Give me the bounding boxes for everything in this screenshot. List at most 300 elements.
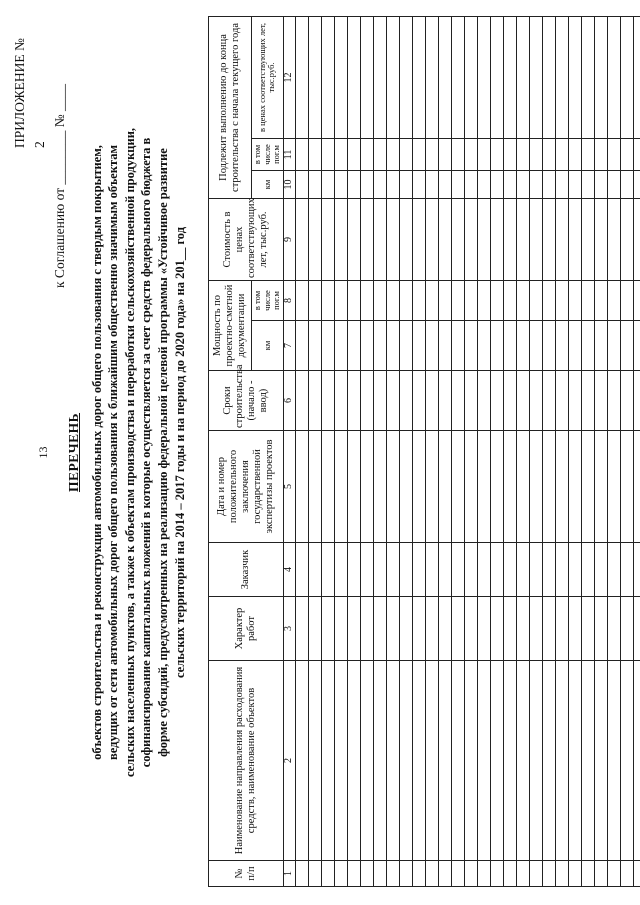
appendix-title: ПРИЛОЖЕНИЕ № 2 [12,38,47,148]
table-cell [386,138,399,170]
table-cell [620,138,633,170]
table-cell [464,661,477,861]
table-cell [607,198,620,280]
subheader-remaining-km: км [252,170,284,198]
table-cell [607,16,620,138]
table-cell [308,431,321,543]
table-cell [516,861,529,887]
header-work: Характер работ [209,597,284,661]
table-cell [438,597,451,661]
table-cell [620,16,633,138]
table-cell [334,431,347,543]
table-cell [581,861,594,887]
table-cell [438,138,451,170]
table-cell [438,371,451,431]
table-row [360,16,373,886]
table-cell [542,321,555,371]
header-terms: Сроки строительства (начало - ввод) [209,371,284,431]
table-cell [555,138,568,170]
table-cell [607,431,620,543]
table-cell [373,321,386,371]
table-cell [295,371,308,431]
table-cell [412,861,425,887]
table-cell [334,280,347,320]
table-cell [295,661,308,861]
table-cell [347,597,360,661]
table-cell [542,431,555,543]
table-cell [399,431,412,543]
table-cell [568,431,581,543]
table-cell [438,661,451,861]
table-cell [516,321,529,371]
table-cell [568,170,581,198]
table-cell [295,861,308,887]
table-cell [321,198,334,280]
title-line: софинансирование капитальных вложений в которые осуществляется за счет средств федерального бюджета в [139,137,154,768]
table-cell [594,138,607,170]
table-cell [308,170,321,198]
table-cell [295,170,308,198]
table-cell [542,597,555,661]
table-cell [633,431,640,543]
table-cell [529,280,542,320]
table-row [386,16,399,886]
table-cell [373,16,386,138]
title-line: форме субсидий, предусмотренных на реализацию федеральной целевой программы «Устойчивое развитие [155,148,170,757]
table-cell [542,861,555,887]
table-cell [516,138,529,170]
table-cell [386,170,399,198]
table-cell [451,371,464,431]
table-cell [295,16,308,138]
table-cell [295,543,308,597]
table-cell [633,861,640,887]
column-number: 10 [283,170,295,198]
subheader-capacity-km: км [252,321,284,371]
table-cell [620,280,633,320]
table-cell [594,661,607,861]
table-cell [399,170,412,198]
table-cell [425,371,438,431]
table-cell [620,861,633,887]
table-cell [321,661,334,861]
table-cell [399,597,412,661]
table-cell [464,597,477,661]
table-cell [568,661,581,861]
table-cell [542,280,555,320]
table-cell [555,16,568,138]
table-cell [542,371,555,431]
table-cell [555,661,568,861]
table-cell [607,861,620,887]
table-cell [308,280,321,320]
table-cell [516,431,529,543]
table-cell [399,371,412,431]
table-cell [412,138,425,170]
table-cell [451,431,464,543]
table-cell [594,280,607,320]
table-cell [503,198,516,280]
document-title: ПЕРЕЧЕНЬ [66,412,81,493]
table-row [607,16,620,886]
table-row [490,16,503,886]
table-cell [451,543,464,597]
table-cell [334,861,347,887]
table-cell [360,16,373,138]
table-row [334,16,347,886]
table-row [464,16,477,886]
table-row [594,16,607,886]
table-cell [386,321,399,371]
table-cell [334,170,347,198]
table-cell [386,371,399,431]
table-cell [386,198,399,280]
table-row [620,16,633,886]
table-cell [555,431,568,543]
table-cell [360,138,373,170]
table-row [438,16,451,886]
table-cell [451,321,464,371]
table-cell [529,16,542,138]
table-cell [529,138,542,170]
table-row [321,16,334,886]
table-cell [633,16,640,138]
appendix-block [10,28,70,288]
table-cell [295,597,308,661]
table-cell [308,597,321,661]
table-row [633,16,640,886]
table-cell [386,661,399,861]
table-cell [347,138,360,170]
table-cell [529,861,542,887]
table-cell [295,321,308,371]
table-cell [581,321,594,371]
table-cell [620,543,633,597]
table-row [412,16,425,886]
table-cell [490,861,503,887]
table-cell [386,16,399,138]
table-cell [633,371,640,431]
table-cell [490,597,503,661]
table-cell [529,661,542,861]
title-line: сельских территорий на 2014 – 2017 годы и на период до 2020 года» на 201__ год [172,226,187,679]
table-cell [555,371,568,431]
table-cell [490,371,503,431]
objects-table [208,16,640,887]
table-cell [373,138,386,170]
table-cell [334,597,347,661]
table-row [373,16,386,886]
table-cell [295,280,308,320]
table-cell [360,431,373,543]
table-cell [477,198,490,280]
table-cell [373,280,386,320]
table-cell [438,170,451,198]
table-cell [477,543,490,597]
table-cell [321,543,334,597]
table-cell [438,431,451,543]
table-cell [516,198,529,280]
table-cell [477,170,490,198]
table-cell [360,543,373,597]
table-cell [607,321,620,371]
table-row [347,16,360,886]
table-cell [373,170,386,198]
table-cell [412,170,425,198]
table-cell [451,138,464,170]
table-cell [321,16,334,138]
table-cell [607,280,620,320]
table-cell [412,661,425,861]
table-cell [529,198,542,280]
table-cell [399,198,412,280]
table-cell [425,170,438,198]
table-cell [568,138,581,170]
table-cell [555,321,568,371]
column-number: 7 [283,321,295,371]
table-cell [425,431,438,543]
table-cell [451,597,464,661]
table-cell [594,861,607,887]
table-cell [594,170,607,198]
table-cell [529,597,542,661]
table-cell [425,543,438,597]
table-cell [347,16,360,138]
table-cell [438,861,451,887]
table-cell [503,597,516,661]
table-cell [321,280,334,320]
column-number: 3 [283,597,295,661]
table-cell [503,661,516,861]
table-cell [594,321,607,371]
table-cell [399,138,412,170]
table-cell [568,543,581,597]
table-cell [555,170,568,198]
table-cell [620,661,633,861]
table-cell [607,661,620,861]
table-cell [503,170,516,198]
table-cell [425,661,438,861]
table-cell [373,198,386,280]
table-cell [542,661,555,861]
column-number: 9 [283,198,295,280]
table-cell [581,543,594,597]
table-cell [568,371,581,431]
table-cell [620,371,633,431]
table-cell [503,16,516,138]
table-cell [503,543,516,597]
table-cell [490,543,503,597]
table-cell [516,597,529,661]
table-row [451,16,464,886]
table-cell [620,597,633,661]
table-cell [620,431,633,543]
table-cell [464,138,477,170]
table-cell [399,861,412,887]
table-cell [347,170,360,198]
table-cell [490,280,503,320]
table-cell [334,138,347,170]
header-capacity: Мощность по проектно-сметной документации [209,280,252,370]
table-cell [516,543,529,597]
table-cell [347,861,360,887]
header-cost: Стоимость в ценах соответствующих лет, тыс.руб. [209,198,284,280]
table-cell [425,321,438,371]
table-cell [360,661,373,861]
header-customer: Заказчик [209,543,284,597]
table-cell [438,198,451,280]
table-cell [321,861,334,887]
table-cell [490,321,503,371]
table-cell [464,198,477,280]
column-number: 8 [283,280,295,320]
table-row [568,16,581,886]
table-cell [360,321,373,371]
table-row [581,16,594,886]
table-cell [542,543,555,597]
table-cell [568,321,581,371]
table-cell [451,861,464,887]
table-cell [477,280,490,320]
table-cell [308,371,321,431]
table-cell [451,280,464,320]
table-row [503,16,516,886]
table-cell [555,861,568,887]
title-block [66,60,188,845]
header-name: Наименование направления расходования средств, наименование объектов [209,661,284,861]
header-remaining: Подлежит выполнению до конца строительства с начала текущего года [209,16,252,198]
table-cell [529,431,542,543]
table-cell [516,16,529,138]
table-cell [373,543,386,597]
table-cell [581,280,594,320]
table-cell [425,280,438,320]
table-cell [386,431,399,543]
table-cell [321,597,334,661]
table-cell [529,543,542,597]
table-cell [581,138,594,170]
table-cell [503,321,516,371]
table-cell [360,280,373,320]
table-row [477,16,490,886]
table-cell [438,543,451,597]
column-number: 4 [283,543,295,597]
table-cell [633,138,640,170]
table-cell [568,198,581,280]
table-row [295,16,308,886]
table-cell [360,198,373,280]
table-cell [464,321,477,371]
table-cell [503,371,516,431]
table-cell [308,861,321,887]
table-cell [308,16,321,138]
table-cell [542,170,555,198]
table-cell [477,431,490,543]
table-cell [503,138,516,170]
table-cell [477,861,490,887]
header-num: № п/п [209,861,284,887]
table-cell [373,861,386,887]
table-cell [477,16,490,138]
table-cell [633,543,640,597]
table-cell [464,16,477,138]
table-cell [412,597,425,661]
table-cell [516,371,529,431]
table-cell [308,321,321,371]
table-cell [633,170,640,198]
table-cell [373,371,386,431]
table-cell [620,170,633,198]
table-cell [412,198,425,280]
title-line: ведущих от сети автомобильных дорог общего пользования к ближайшим общественно значимым объектам [106,145,121,760]
table-cell [464,543,477,597]
column-number: 11 [283,138,295,170]
table-row [529,16,542,886]
table-cell [542,138,555,170]
table-cell [334,198,347,280]
table-cell [607,371,620,431]
subheader-capacity-pm: в том числе пог.м [252,280,284,320]
table-cell [412,371,425,431]
table-cell [594,16,607,138]
table-cell [412,431,425,543]
table-cell [516,170,529,198]
table-cell [568,597,581,661]
table-cell [555,280,568,320]
table-cell [542,16,555,138]
table-cell [425,138,438,170]
table-cell [477,371,490,431]
table-cell [594,371,607,431]
table-cell [321,170,334,198]
table-cell [529,371,542,431]
column-number: 6 [283,371,295,431]
table-cell [321,371,334,431]
table-cell [581,371,594,431]
table-cell [308,543,321,597]
table-row [425,16,438,886]
table-cell [347,198,360,280]
table-cell [347,280,360,320]
table-cell [360,371,373,431]
table-row [542,16,555,886]
table-cell [412,280,425,320]
table-cell [581,661,594,861]
table-cell [451,16,464,138]
table-cell [555,198,568,280]
table-cell [399,280,412,320]
page-number: 13 [36,446,50,459]
table-cell [490,170,503,198]
table-cell [529,170,542,198]
table-cell [295,431,308,543]
table-cell [399,543,412,597]
table-cell [295,198,308,280]
table-cell [425,597,438,661]
agreement-reference: к Соглашению от ________ № ____ [52,83,67,288]
table-cell [451,198,464,280]
table-cell [412,321,425,371]
table-cell [360,861,373,887]
table-cell [386,280,399,320]
title-line: сельских населенных пунктов, а также к объектам производства и переработки сельскохозяйственной продукции, [122,127,137,778]
table-cell [347,543,360,597]
table-cell [334,661,347,861]
table-cell [334,371,347,431]
table-cell [386,597,399,661]
table-cell [373,431,386,543]
table-cell [568,16,581,138]
